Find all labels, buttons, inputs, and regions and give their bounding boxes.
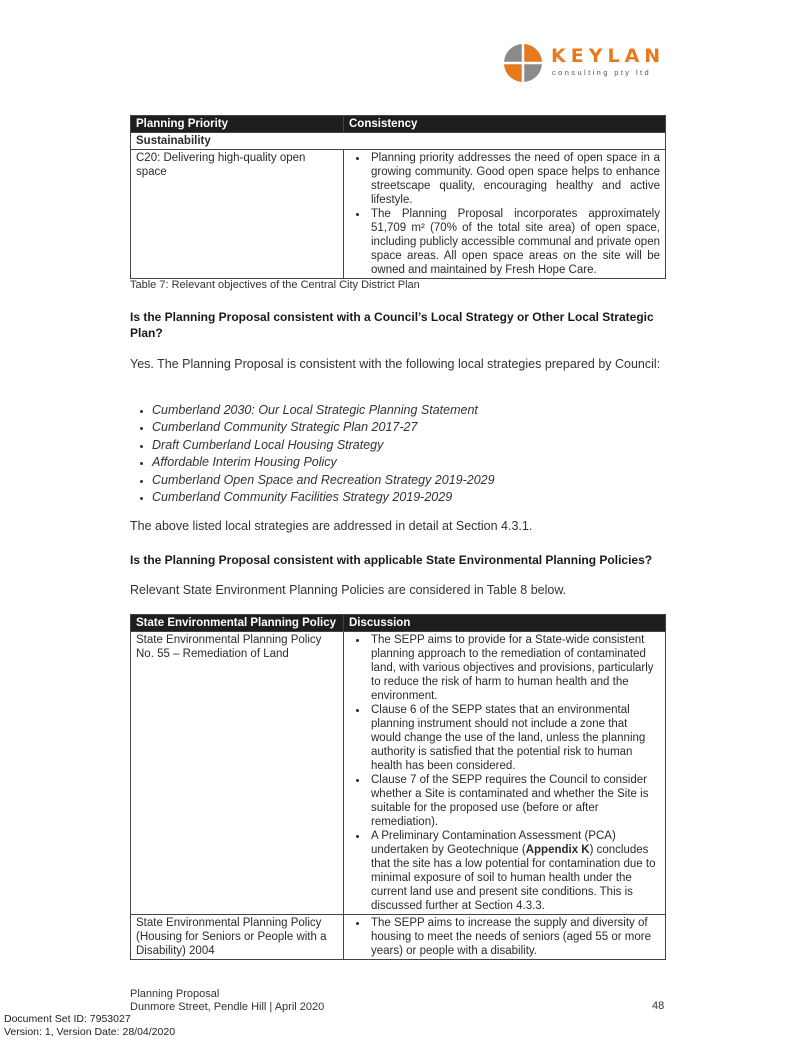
footer-title: Planning Proposal — [130, 988, 220, 1000]
list-item: • Draft Cumberland Local Housing Strategy — [152, 437, 495, 454]
table-header-row — [131, 615, 666, 632]
keylan-logo-icon — [503, 43, 543, 83]
document-set-id: Document Set ID: 7953027 — [4, 1013, 131, 1025]
paragraph-sepp-intro: Relevant State Environment Planning Policies are considered in Table 8 below. — [130, 583, 567, 597]
table-section-row — [131, 133, 666, 150]
table-8 — [130, 614, 666, 960]
document-info — [4, 1013, 175, 1039]
table-row — [131, 150, 666, 279]
table-row — [131, 632, 666, 915]
footer-address: Dunmore Street, Pendle Hill | April 2020 — [130, 1001, 325, 1013]
table-header-row — [131, 116, 666, 133]
list-item: • Cumberland Open Space and Recreation Strategy 2019-2029 — [152, 472, 495, 489]
table-7 — [130, 115, 666, 279]
discussion-list — [349, 633, 660, 913]
header-consistency: Consistency — [344, 116, 666, 133]
table-row — [131, 915, 666, 960]
policy-cell: State Environmental Planning Policy No. 55 – Remediation of Land — [131, 632, 344, 915]
list-item: • A Preliminary Contamination Assessment (PCA) undertaken by Geotechnique (Appendix K) concludes that the site has a low potential for contamination due to minimal exposure of soil to human health under the current land use and present site conditions. This is discussed further at Section 4.3.3. — [368, 829, 660, 913]
paragraph-strategies-addressed: The above listed local strategies are addressed in detail at Section 4.3.1. — [130, 519, 533, 533]
list-item: • Cumberland Community Facilities Strategy 2019-2029 — [152, 489, 495, 506]
list-item: • The SEPP aims to increase the supply and diversity of housing to meet the needs of seniors (aged 55 or more years) or people with a disability. — [368, 916, 660, 958]
page-number: 48 — [652, 1000, 665, 1012]
footer-left — [130, 988, 324, 1014]
question-sepp: Is the Planning Proposal consistent with applicable State Environmental Planning Policies? — [130, 553, 653, 567]
discussion-cell — [344, 915, 666, 960]
list-item: • Affordable Interim Housing Policy — [152, 454, 495, 471]
keylan-logo — [503, 41, 683, 87]
policy-cell: State Environmental Planning Policy (Housing for Seniors or People with a Disability) 2004 — [131, 915, 344, 960]
header-planning-priority: Planning Priority — [131, 116, 344, 133]
logo-subtitle: consulting pty ltd — [552, 68, 652, 77]
list-item: • Cumberland Community Strategic Plan 2017-27 — [152, 419, 495, 436]
priority-cell: C20: Delivering high-quality open space — [131, 150, 344, 279]
discussion-cell — [344, 632, 666, 915]
list-item: • Planning priority addresses the need of open space in a growing community. Good open space helps to enhance streetscape quality, encouraging healthy and active lifestyle. — [368, 151, 660, 207]
list-item: • Clause 6 of the SEPP states that an environmental planning instrument should not include a zone that would change the use of the land, unless the planning authority is satisfied that the potential risk to human health has been considered. — [368, 703, 660, 773]
question-local-strategy: Is the Planning Proposal consistent with a Council’s Local Strategy or Other Local Strategic Plan? — [130, 310, 654, 340]
list-item: • Cumberland 2030: Our Local Strategic Planning Statement — [152, 402, 495, 419]
logo-name: KEYLAN — [551, 45, 666, 67]
document-version: Version: 1, Version Date: 28/04/2020 — [4, 1026, 176, 1038]
discussion-list — [349, 916, 660, 958]
header-sepp: State Environmental Planning Policy — [131, 615, 344, 632]
strategy-list — [130, 402, 495, 506]
paragraph-local-strategy: Yes. The Planning Proposal is consistent with the following local strategies prepared by Council: — [130, 357, 661, 371]
table-7-caption: Table 7: Relevant objectives of the Central City District Plan — [130, 279, 420, 291]
consistency-list — [349, 151, 660, 277]
list-item: • The Planning Proposal incorporates approximately 51,709 m² (70% of the total site area) of open space, including publicly accessible communal and private open space areas. All open space areas on the site will be owned and maintained by Fresh Hope Care. — [368, 207, 660, 277]
header-discussion: Discussion — [344, 615, 666, 632]
list-item: • The SEPP aims to provide for a State-wide consistent planning approach to the remediation of contaminated land, with various objectives and provisions, particularly to reduce the risk of harm to human health and the environment. — [368, 633, 660, 703]
section-sustainability: Sustainability — [131, 133, 666, 150]
consistency-cell — [344, 150, 666, 279]
list-item: • Clause 7 of the SEPP requires the Council to consider whether a Site is contaminated and whether the Site is suitable for the proposed use (before or after remediation). — [368, 773, 660, 829]
